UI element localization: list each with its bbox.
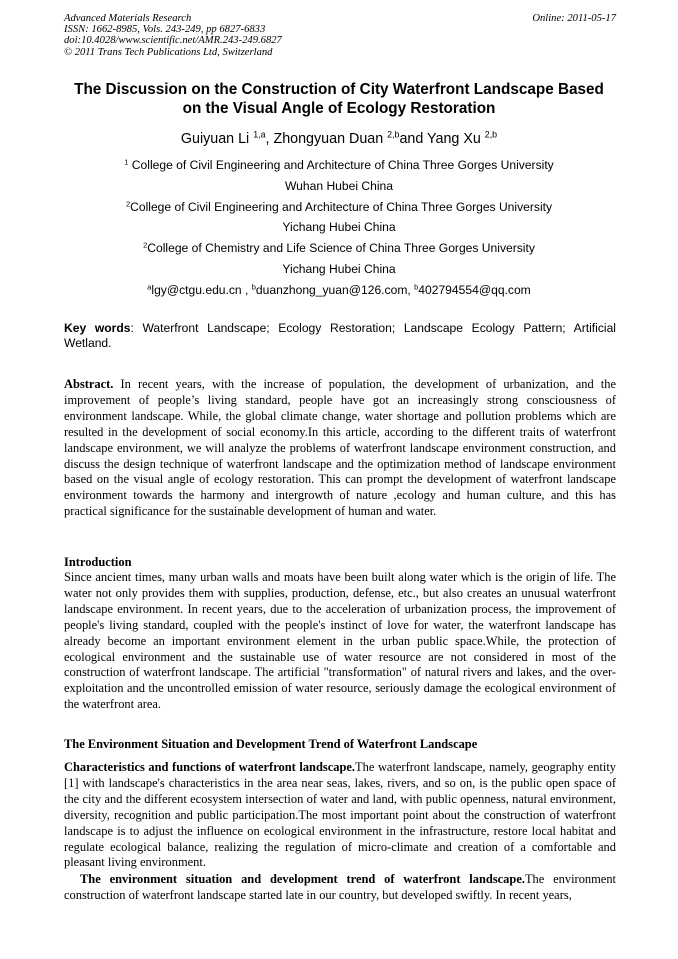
title-line-1: The Discussion on the Construction of City Waterfront Landscape Based bbox=[74, 81, 604, 98]
running-header bbox=[64, 13, 616, 58]
affiliation-2 bbox=[40, 197, 638, 218]
keywords-text: : Waterfront Landscape; Ecology Restoration; Landscape Ecology Pattern; Artificial Wetland. bbox=[64, 321, 616, 350]
affiliations bbox=[40, 155, 638, 301]
online-date: Online: 2011-05-17 bbox=[532, 13, 616, 24]
affiliation-1-marker: 1 bbox=[124, 157, 129, 167]
section-paragraph-2 bbox=[64, 872, 616, 904]
email-a: lgy@ctgu.edu.cn , bbox=[151, 282, 252, 297]
title-line-2: on the Visual Angle of Ecology Restoration bbox=[182, 100, 496, 117]
email-b: duanzhong_yuan@126.com, bbox=[255, 282, 415, 297]
affiliation-1 bbox=[40, 155, 638, 176]
affiliation-3-location: Yichang Hubei China bbox=[282, 261, 396, 276]
affiliation-3-marker: 2 bbox=[143, 240, 148, 250]
email-c-marker: b bbox=[414, 282, 419, 292]
email-b-marker: b bbox=[251, 282, 256, 292]
abstract-label: Abstract. bbox=[64, 377, 114, 391]
subsection-1-text: The waterfront landscape, namely, geography entity [1] with landscape's characteristics in the area near seas, lakes, rivers, and so on, is the public open space of the city and the different ecosystem intersection of water and land, with public openness, natural environment, diversity, recognition and public participation.The most important point about the construction of waterfront landscape is to adjust the influence on ecological environment in the infrastructure, restore local habitat and regulate ecological balance, realizing the regulation of micro-climate and creation of a comfortable and pleasant living environment. bbox=[64, 760, 616, 870]
paper-title bbox=[40, 80, 638, 118]
affiliation-2-marker: 2 bbox=[125, 198, 131, 208]
subsection-2-text: The environment construction of waterfront landscape started late in our country, but developed swiftly. In recent years, bbox=[64, 872, 616, 902]
affiliation-3-name: College of Chemistry and Life Science of China Three Gorges University bbox=[147, 241, 535, 256]
section-heading: The Environment Situation and Development Trend of Waterfront Landscape bbox=[64, 737, 478, 751]
email-c: 402794554@qq.com bbox=[418, 282, 531, 297]
affiliation-3 bbox=[40, 238, 638, 259]
doi-line: doi:10.4028/www.scientific.net/AMR.243-249.6827 bbox=[64, 35, 282, 47]
introduction-heading: Introduction bbox=[64, 555, 132, 569]
subsection-1-label: Characteristics and functions of waterfront landscape. bbox=[64, 760, 356, 774]
author-1-affil: 1,a bbox=[253, 129, 266, 140]
journal-name: Advanced Materials Research bbox=[64, 13, 192, 24]
affiliation-2-location: Yichang Hubei China bbox=[282, 220, 396, 235]
issn-line: ISSN: 1662-8985, Vols. 243-249, pp 6827-6833 bbox=[64, 24, 266, 36]
author-1: Guiyuan Li bbox=[180, 131, 254, 147]
author-2-affil: 2,b bbox=[387, 129, 400, 140]
author-list bbox=[40, 129, 638, 149]
affiliation-1-name: College of Civil Engineering and Architecture of China Three Gorges University bbox=[128, 158, 554, 172]
affiliation-2-name: College of Civil Engineering and Architecture of China Three Gorges University bbox=[130, 199, 553, 214]
email-a-marker: a bbox=[147, 282, 152, 292]
email-line bbox=[40, 280, 638, 301]
section-paragraph-1 bbox=[64, 760, 616, 871]
keywords-label: Key words bbox=[64, 321, 131, 335]
author-2: , Zhongyuan Duan bbox=[265, 131, 388, 147]
abstract bbox=[64, 377, 616, 520]
copyright-line: © 2011 Trans Tech Publications Ltd, Switzerland bbox=[64, 46, 273, 58]
author-3: and Yang Xu bbox=[399, 131, 485, 147]
abstract-text: In recent years, with the increase of population, the development of urbanization, and the improvement of people’s living standard, people have got an increasingly strong consciousness of environment landscape. While, the global climate change, water shortage and pollution problems which are resulted in the development of social economy.In this article, according to the different traits of waterfront landscape environment, we will analyze the problems of waterfront landscape environment construction, and discuss the design technique of waterfront landscape and the optimization method of landscape environment based on the visual angle of ecology restoration. This can prompt the development of waterfront landscape environment towards the harmony and intergrowth of nature ,ecology and human culture, and this has practical significance for the sustainable development of human and water. bbox=[64, 377, 616, 519]
keywords bbox=[64, 321, 616, 350]
affiliation-1-location: Wuhan Hubei China bbox=[284, 178, 394, 193]
subsection-2-label: The environment situation and development trend of waterfront landscape. bbox=[80, 872, 525, 886]
author-3-affil: 2,b bbox=[484, 129, 498, 140]
introduction-paragraph: Since ancient times, many urban walls and moats have been built along water which is the origin of life. The water not only provides them with supplies, production, defense, etc., but also creates an unusual waterfront landscape environment. In recent years, due to the acceleration of urbanization process, the improvement of people's living standard, coupled with the people's instinct of love for water, the waterfront landscape has already become an important environment element in the urban public space.While, the protection of ecological environment and the sustainable use of water resource are not considered in most of the construction of waterfront landscape. The artificial "transformation" of natural rivers and lakes, and the over-exploitation and the uncontrolled emission of water resource, seriously damage the ecological environment of the waterfront area. bbox=[64, 570, 616, 712]
